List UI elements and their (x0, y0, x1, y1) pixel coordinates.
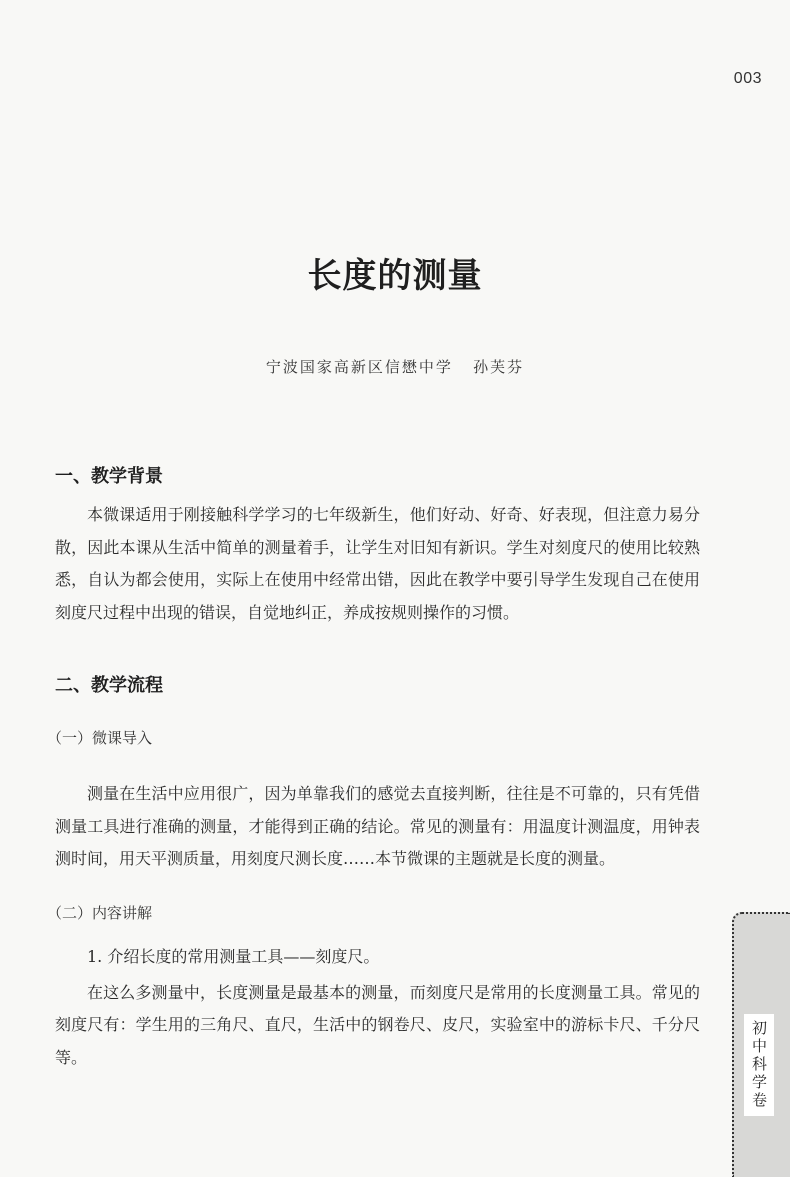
list-item: 1. 介绍长度的常用测量工具——刻度尺。 (87, 946, 380, 966)
paragraph: 在这么多测量中，长度测量是最基本的测量，而刻度尺是常用的长度测量工具。常见的刻度尺有：学生用的三角尺、直尺，生活中的钢卷尺、皮尺，实验室中的游标卡尺、千分尺等。 (55, 982, 700, 1067)
side-tab-label: 初中科学卷 (744, 1014, 774, 1116)
section-heading: 一、教学背景 (55, 466, 163, 487)
article-title: 长度的测量 (307, 256, 483, 296)
author-line: 宁波国家高新区信懋中学 孙芙芬 (265, 358, 525, 376)
article-body (47, 462, 700, 1074)
section-heading: 二、教学流程 (55, 675, 163, 696)
paragraph: 本微课适用于刚接触科学学习的七年级新生，他们好动、好奇、好表现，但注意力易分散，因此本课从生活中简单的测量着手，让学生对旧知有新识。学生对刻度尺的使用比较熟悉，自认为都会使用，实际上在使用中经常出错，因此在教学中要引导学生发现自己在使用刻度尺过程中出现的错误，自觉地纠正，养成按规则操作的习惯。 (55, 505, 700, 622)
section-teaching-process (47, 671, 700, 1074)
page-number: 003 (733, 70, 762, 87)
subsection-heading: （一）微课导入 (47, 729, 153, 747)
paragraph: 测量在生活中应用很广，因为单靠我们的感觉去直接判断，往往是不可靠的，只有凭借测量工具进行准确的测量，才能得到正确的结论。常见的测量有：用温度计测温度，用钟表测时间，用天平测质量，用刻度尺测长度……本节微课的主题就是长度的测量。 (55, 784, 700, 868)
section-teaching-background (55, 462, 700, 629)
subsection-heading: （二）内容讲解 (47, 903, 153, 922)
side-tab (732, 912, 790, 1177)
